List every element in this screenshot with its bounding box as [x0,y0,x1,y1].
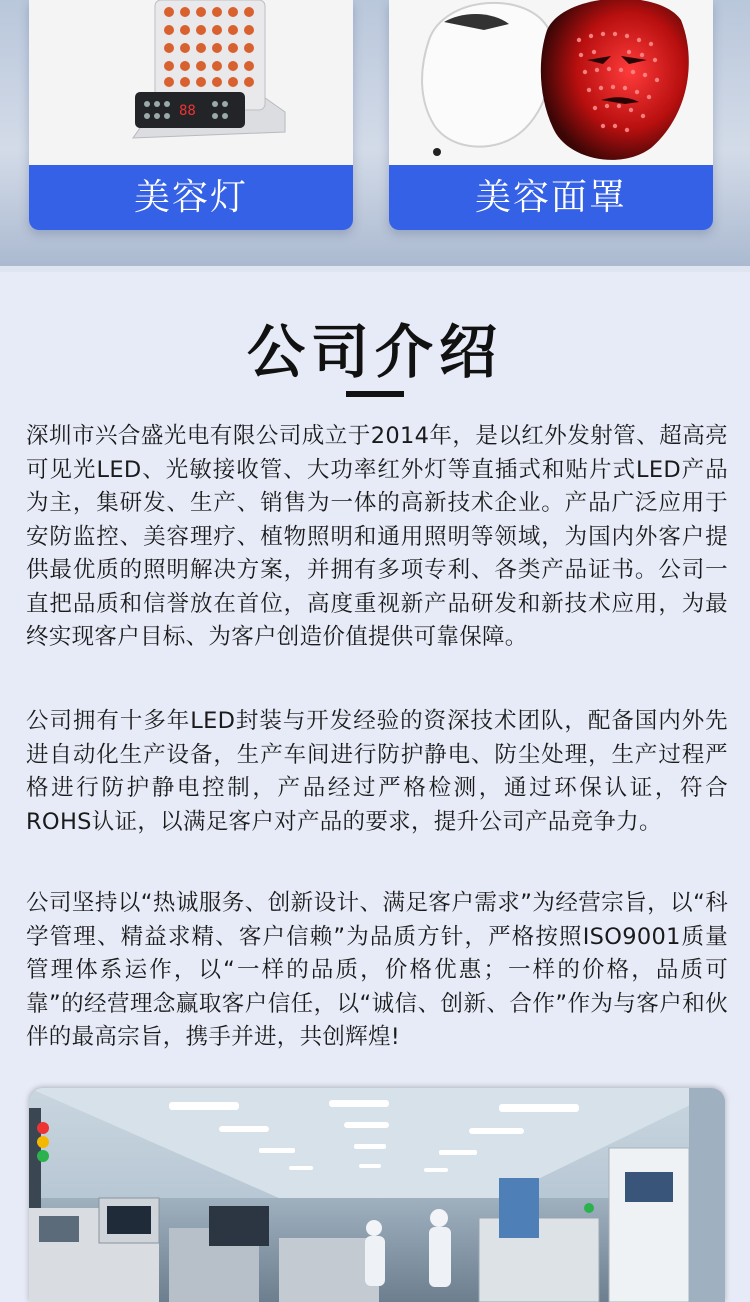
device-display: 88 [179,103,196,119]
intro-paragraph-1: 深圳市兴合盛光电有限公司成立于2014年，是以红外发射管、超高亮可见光LED、光敏接收管、大功率红外灯等直插式和贴片式LED产品为主，集研发、生产、销售为一体的高新技术企业。产品广泛应用于安防监控、美容理疗、植物照明和通用照明等领域，为国内外客户提供最优质的照明解决方案，并拥有多项专利、各类产品证书。公司一直把品质和信誉放在首位，高度重视新产品研发和新技术应用，为最终实现客户目标、为客户创造价值提供可靠保障。 [26,423,728,650]
product-label-beauty-lamp: 美容灯 [29,165,353,230]
beauty-mask-photo [389,0,713,165]
section-title: 公司介绍 [246,318,503,386]
intro-paragraph-2: 公司拥有十多年LED封装与开发经验的资深技术团队，配备国内外先进自动化生产设备，生产车间进行防护静电、防尘处理，生产过程严格进行防护静电控制，产品经过严格检测，通过环保认证，符合ROHS认证，以满足客户对产品的要求，提升公司产品竞争力。 [26,708,728,835]
product-card-beauty-lamp[interactable] [29,0,353,230]
intro-paragraph-3: 公司坚持以“热诚服务、创新设计、满足客户需求”为经营宗旨，以“科学管理、精益求精、客户信赖”为品质方针，严格按照ISO9001质量管理体系运作，以“一样的品质，价格优惠；一样的价格，品质可靠”的经营理念赢取客户信任，以“诚信、创新、合作”作为与客户和伙伴的最高宗旨，携手并进，共创辉煌! [26,890,728,1050]
product-card-beauty-mask[interactable] [389,0,713,230]
factory-workshop-photo [29,1088,725,1302]
beauty-lamp-photo [29,0,353,165]
title-divider [346,391,404,397]
product-label-beauty-mask: 美容面罩 [389,165,713,230]
